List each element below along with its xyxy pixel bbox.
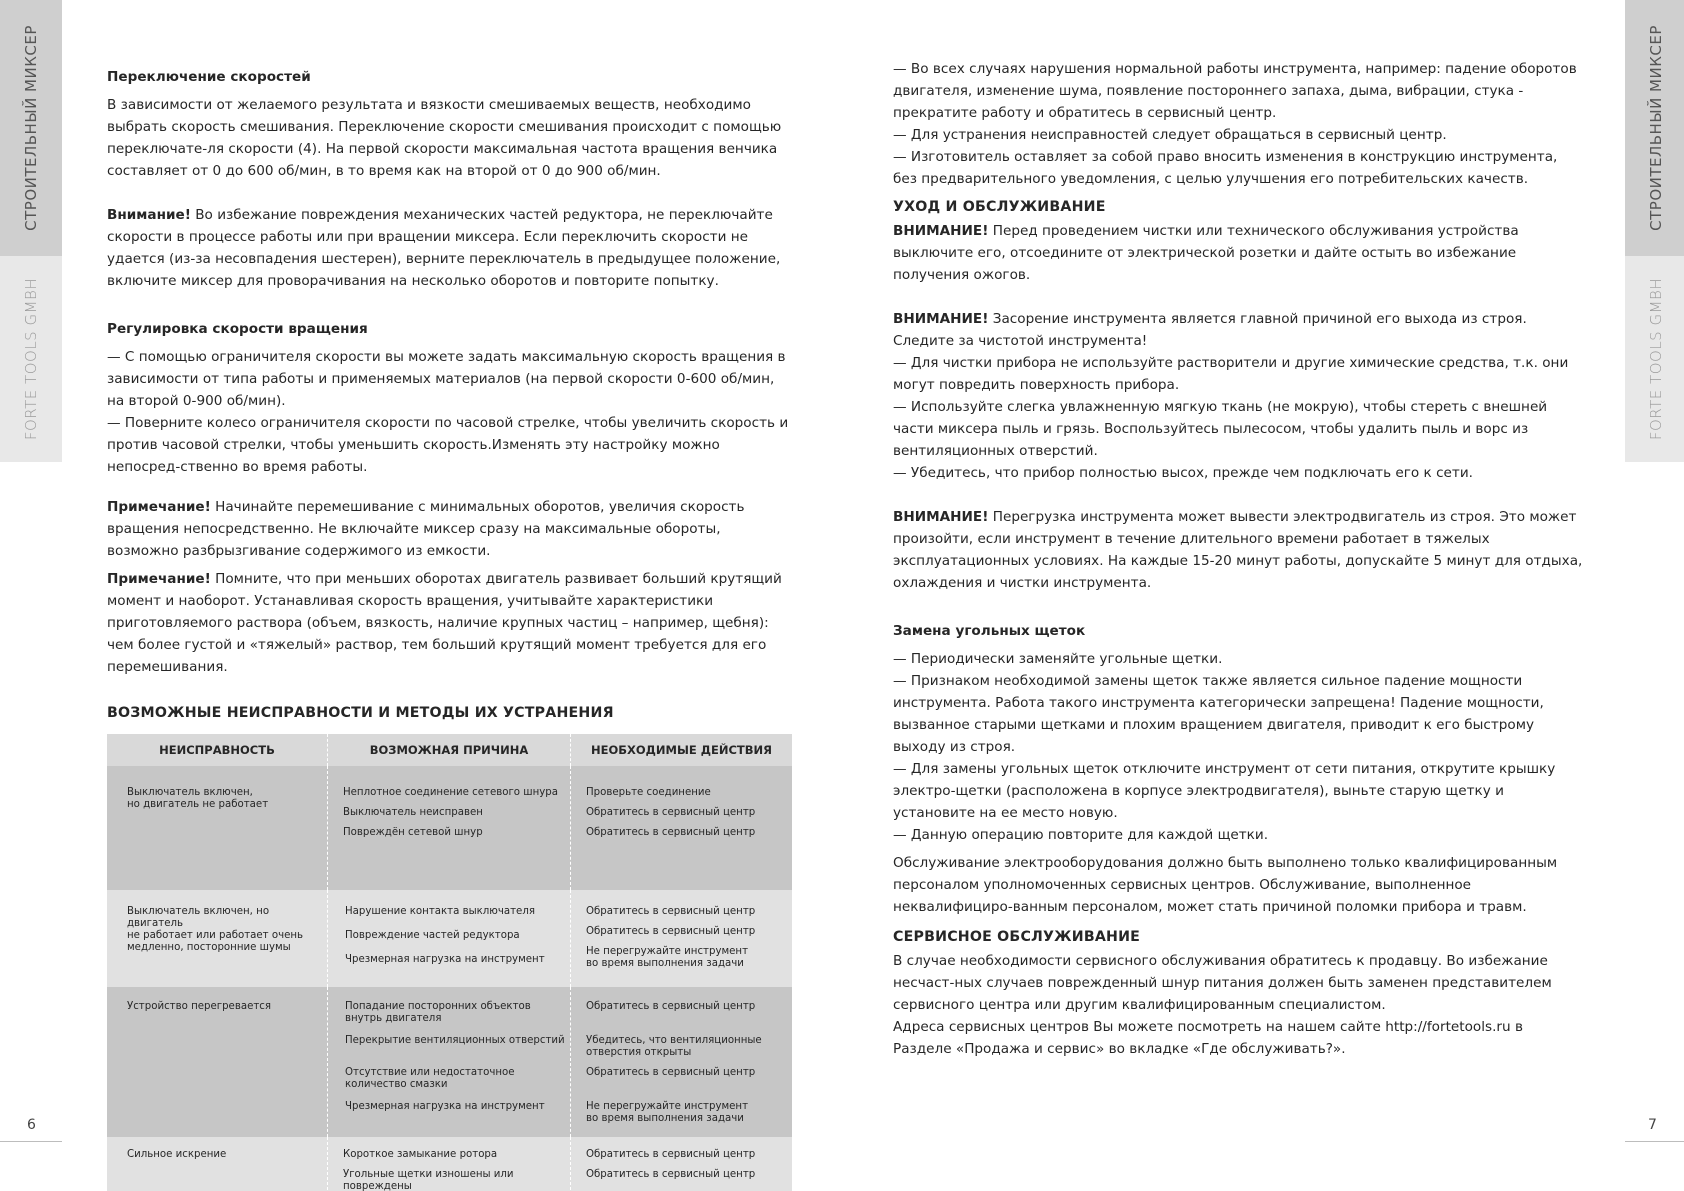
- care-item-2: — Используйте слегка увлажненную мягкую ткань (не мокрую), чтобы стереть с внешней части миксера пыль и грязь. Воспользуйтесь пылесосом, чтобы удалить пыль и ворс из вентиляционных отверстий.: [893, 399, 1548, 459]
- table-cell-cause: Выключатель неисправен: [343, 807, 483, 818]
- care-item-3: — Убедитесь, что прибор полностью высох, прежде чем подключать его к сети.: [893, 465, 1473, 481]
- column-header-problem: НЕИСПРАВНОСТЬ: [159, 743, 275, 757]
- brushes-item-3: — Для замены угольных щеток отключите инструмент от сети питания, открутите крышку электро-щетки (расположена в корпусе электродвигателя), выньте старую щетку и установите на ее место новую.: [893, 761, 1556, 821]
- table-cell-cause: Отсутствие или недостаточное количество смазки: [345, 1067, 515, 1090]
- side-tab-brand-label: FORTE TOOLS GMBH: [1647, 277, 1665, 441]
- care-warning-2-text: Засорение инструмента является главной причиной его выхода из строя. Следите за чистотой инструмента!: [893, 311, 1527, 349]
- side-tab-product: [1625, 0, 1684, 256]
- intro-item-2: — Для устранения неисправностей следует обращаться в сервисный центр.: [893, 127, 1447, 143]
- attention-text: Во избежание повреждения механических частей редуктора, не переключайте скорости в процессе работы или при вращении миксера. Если переключить скорости не удается (из-за несовпадения шестерен), верните переключатель в предыдущее положение, включите миксер для проворачивания на несколько оборотов и повторите попытку.: [107, 207, 781, 289]
- faults-heading: ВОЗМОЖНЫЕ НЕИСПРАВНОСТИ И МЕТОДЫ ИХ УСТРАНЕНИЯ: [107, 705, 614, 721]
- note-1-label: Примечание!: [107, 499, 211, 515]
- care-warning-3: [893, 506, 1583, 594]
- table-cell-cause: Повреждён сетевой шнур: [343, 827, 483, 838]
- table-cell-action: Обратитесь в сервисный центр: [586, 1001, 756, 1012]
- care-warning-3-label: ВНИМАНИЕ!: [893, 509, 989, 525]
- service-paragraph-2: Адреса сервисных центров Вы можете посмотреть на нашем сайте http://fortetools.ru в Разделе «Продажа и сервис» во вкладке «Где обслуживать?».: [893, 1019, 1523, 1057]
- care-item-1: — Для чистки прибора не используйте растворители и другие химические средства, т.к. они могут повредить поверхность прибора.: [893, 355, 1569, 393]
- brushes-item-2: — Признаком необходимой замены щеток также является сильное падение мощности инструмента. Работа такого инструмента категорически запрещена! Падение мощности, вызванное старыми щетками и плохим вращением двигателя, приводит к его быстрому выходу из строя.: [893, 673, 1544, 755]
- column-header-cause: ВОЗМОЖНАЯ ПРИЧИНА: [327, 734, 570, 766]
- table-row: [107, 1137, 792, 1191]
- table-cell-problem: Сильное искрение: [127, 1149, 227, 1160]
- table-cell-problem: Выключатель включен, но двигатель не работает или работает очень медленно, посторонние шумы: [127, 906, 304, 953]
- care-warning-2-label: ВНИМАНИЕ!: [893, 311, 989, 327]
- brushes-item-1: — Периодически заменяйте угольные щетки.: [893, 651, 1223, 667]
- table-cell-action: Обратитесь в сервисный центр: [586, 1169, 756, 1180]
- note-1-paragraph: [107, 496, 794, 562]
- table-cell-problem: Устройство перегревается: [127, 1001, 272, 1012]
- table-cell-cause: Чрезмерная нагрузка на инструмент: [345, 954, 545, 965]
- note-2-label: Примечание!: [107, 571, 211, 587]
- page-divider-right: [1625, 1141, 1684, 1142]
- care-warning-2: [893, 308, 1583, 352]
- side-tab-brand: [1625, 256, 1684, 462]
- page-divider-left: [0, 1141, 62, 1142]
- table-cell-action: Обратитесь в сервисный центр: [586, 827, 756, 838]
- intro-item-1: — Во всех случаях нарушения нормальной работы инструмента, например: падение оборотов двигателя, изменение шума, появление постороннего запаха, дыма, вибрации, стука - прекратите работу и обратитесь в сервисный центр.: [893, 61, 1577, 121]
- side-tab-product-label: СТРОИТЕЛЬНЫЙ МИКСЕР: [1647, 25, 1665, 231]
- care-warning-1-label: ВНИМАНИЕ!: [893, 223, 989, 239]
- faults-table: [107, 734, 792, 1191]
- side-tab-brand: [0, 256, 62, 462]
- table-cell-cause: Короткое замыкание ротора: [343, 1149, 498, 1160]
- regulation-item-2: — Поверните колесо ограничителя скорости по часовой стрелке, чтобы увеличить скорость и против часовой стрелки, чтобы уменьшить скорость.Изменять эту настройку можно непосред-ственно во время работы.: [107, 415, 789, 475]
- care-warning-1-text: Перед проведением чистки или технического обслуживания устройства выключите его, отсоедините от электрической розетки и дайте остыть во избежание получения ожогов.: [893, 223, 1519, 283]
- regulation-item-1: — С помощью ограничителя скорости вы можете задать максимальную скорость вращения в зависимости от типа работы и применяемых материалов (на первой скорости 0-600 об/мин, на второй 0-900 об/мин).: [107, 349, 786, 409]
- table-cell-action: Проверьте соединение: [586, 787, 711, 798]
- table-cell-cause: Угольные щетки изношены или повреждены: [343, 1169, 514, 1191]
- table-cell-action: Убедитесь, что вентиляционные отверстия открыты: [586, 1035, 762, 1058]
- intro-item-3: — Изготовитель оставляет за собой право вносить изменения в конструкцию инструмента, без предварительного уведомления, с целью улучшения его потребительских качеств.: [893, 149, 1558, 187]
- regulation-heading: Регулировка скорости вращения: [107, 321, 368, 337]
- table-row: [107, 987, 792, 1137]
- table-cell-cause: Чрезмерная нагрузка на инструмент: [345, 1101, 545, 1112]
- table-cell-action: Обратитесь в сервисный центр: [586, 1149, 756, 1160]
- table-row: [107, 890, 792, 987]
- brushes-item-4: — Данную операцию повторите для каждой щетки.: [893, 827, 1269, 843]
- service-paragraph-1: В случае необходимости сервисного обслуживания обратитесь к продавцу. Во избежание несчаст-ных случаев поврежденный шнур питания должен быть заменен представителем сервисного центра или другим квалифицированным специалистом.: [893, 953, 1552, 1013]
- attention-paragraph: [107, 204, 794, 292]
- care-warning-3-text: Перегрузка инструмента может вывести электродвигатель из строя. Это может произойти, если инструмент в течение длительного времени работает в тяжелых эксплуатационных условиях. На каждые 15-20 минут работы, допускайте 5 минут для отдыха, охлаждения и чистки инструмента.: [893, 509, 1583, 591]
- faults-table-header: [107, 734, 792, 766]
- column-header-action: НЕОБХОДИМЫЕ ДЕЙСТВИЯ: [570, 734, 792, 766]
- table-cell-cause: Повреждение частей редуктора: [345, 930, 520, 941]
- table-cell-action: Не перегружайте инструмент во время выполнения задачи: [586, 1101, 749, 1124]
- table-row: [107, 766, 792, 890]
- table-cell-action: Обратитесь в сервисный центр: [586, 926, 756, 937]
- table-cell-cause: Неплотное соединение сетевого шнура: [343, 787, 559, 798]
- table-cell-action: Не перегружайте инструмент во время выполнения задачи: [586, 946, 749, 969]
- table-cell-action: Обратитесь в сервисный центр: [586, 906, 756, 917]
- side-tab-brand-label: FORTE TOOLS GMBH: [22, 277, 40, 441]
- brushes-paragraph: Обслуживание электрооборудования должно быть выполнено только квалифицированным персоналом уполномоченных сервисных центров. Обслуживание, выполненное неквалифициро-ванным персоналом, может стать причиной поломки прибора и травм.: [893, 855, 1558, 915]
- note-2-paragraph: [107, 568, 794, 678]
- table-cell-problem: Выключатель включен, но двигатель не работает: [127, 787, 269, 810]
- right-column: [893, 58, 1583, 1060]
- note-1-text: Начинайте перемешивание с минимальных оборотов, увеличия скорость вращения непосредственно. Не включайте миксер сразу на максимальные обороты, возможно разбрызгивание содержимого из емкости.: [107, 499, 745, 559]
- note-2-text: Помните, что при меньших оборотах двигатель развивает больший крутящий момент и наоборот. Устанавливая скорость вращения, учитывайте характеристики приготовляемого раствора (объем, вязкость, наличие крупных частиц – например, щебня): чем более густой и «тяжелый» раствор, тем больший крутящий момент требуется для его перемешивания.: [107, 571, 782, 675]
- table-cell-cause: Нарушение контакта выключателя: [345, 906, 535, 917]
- service-heading: СЕРВИСНОЕ ОБСЛУЖИВАНИЕ: [893, 929, 1141, 945]
- table-cell-action: Обратитесь в сервисный центр: [586, 807, 756, 818]
- side-tab-product: [0, 0, 62, 256]
- left-side-tab: [0, 0, 62, 462]
- speed-heading: Переключение скоростей: [107, 69, 311, 85]
- speed-text: В зависимости от желаемого результата и вязкости смешиваемых веществ, необходимо выбрать скорость смешивания. Переключение скорости смешивания происходит с помощью переключате-ля скорости (4). На первой скорости максимальная частота вращения венчика составляет от 0 до 600 об/мин, в то время как на второй от 0 до 900 об/мин.: [107, 97, 782, 179]
- side-tab-product-label: СТРОИТЕЛЬНЫЙ МИКСЕР: [22, 25, 40, 231]
- page-number-left: 6: [27, 1117, 36, 1133]
- table-cell-cause: Перекрытие вентиляционных отверстий: [345, 1035, 565, 1046]
- table-cell-cause: Попадание посторонних объектов внутрь двигателя: [345, 1001, 531, 1024]
- left-column: [107, 62, 794, 1191]
- care-warning-1: [893, 220, 1583, 286]
- brushes-heading: Замена угольных щеток: [893, 623, 1086, 639]
- right-side-tab: [1625, 0, 1684, 462]
- page-number-right: 7: [1648, 1117, 1657, 1133]
- care-heading: УХОД И ОБСЛУЖИВАНИЕ: [893, 199, 1106, 215]
- attention-label: Внимание!: [107, 207, 191, 223]
- table-cell-action: Обратитесь в сервисный центр: [586, 1067, 756, 1078]
